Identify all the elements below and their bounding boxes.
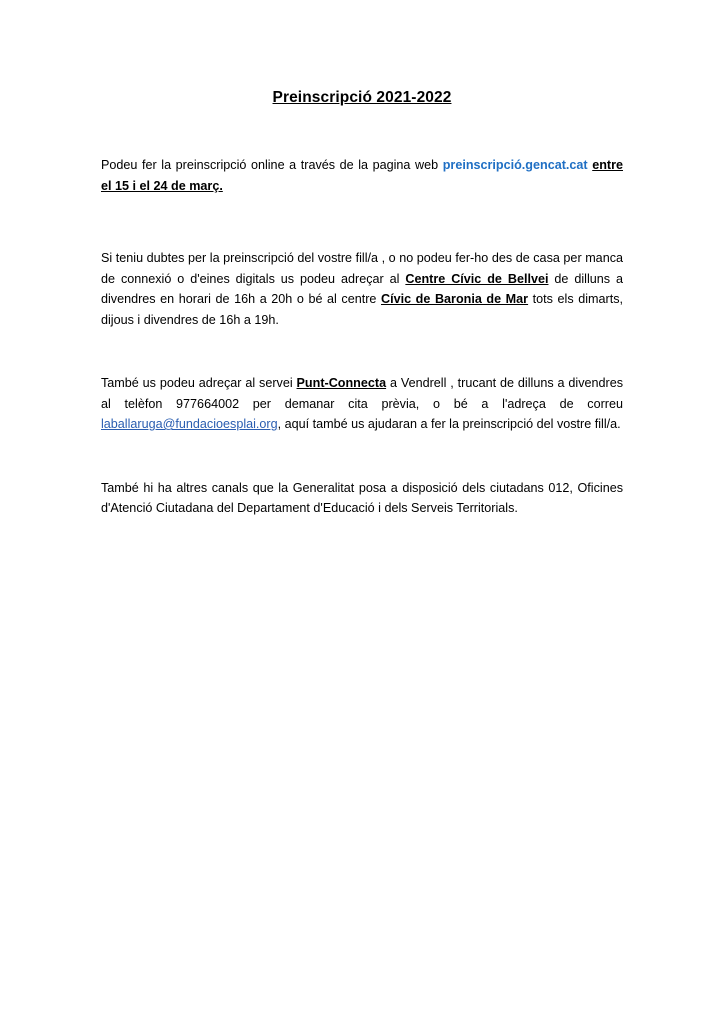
punt-connecta-text-part1: També us podeu adreçar al servei bbox=[101, 376, 297, 390]
dubtes-text-part1: Si teniu dubtes per la preinscripció del vostre fill/a , o no podeu fer-ho des de casa per manca de connexió o d'eines digitals us podeu adreçar al bbox=[101, 251, 623, 286]
paragraph-online-preinscripcio bbox=[101, 155, 623, 196]
paragraph-dubtes bbox=[101, 248, 623, 330]
dubtes-text-part2: de dilluns a divendres en horari de 16h a 20h o bé al centre bbox=[101, 271, 623, 306]
altres-canals-text: També hi ha altres canals que la Generalitat posa a disposició dels ciutadans 012, Oficines d'Atenció Ciutadana del Departament d'Educació i dels Serveis Territorials. bbox=[101, 480, 623, 515]
paragraph-punt-connecta bbox=[101, 373, 623, 435]
email-link[interactable]: laballaruga@fundacioesplai.org bbox=[101, 417, 278, 431]
punt-connecta-text-part2: a Vendrell , trucant de dilluns a divendres al telèfon 977664002 per demanar cita prèvia, o bé a l'adreça de correu bbox=[101, 376, 624, 411]
preinscripcio-gencat-link[interactable]: preinscripció.gencat.cat bbox=[442, 158, 588, 172]
centre-civic-bellvei: Centre Cívic de Bellvei bbox=[405, 271, 549, 286]
paragraph-altres-canals bbox=[101, 478, 623, 519]
punt-connecta-label: Punt-Connecta bbox=[296, 376, 387, 390]
intro-dates-highlight: entre el 15 i el 24 de març. bbox=[101, 158, 623, 193]
page-title: Preinscripció 2021-2022 bbox=[272, 89, 452, 106]
civic-baronia-de-mar: Cívic de Baronia de Mar bbox=[381, 292, 529, 306]
intro-text-part1: Podeu fer la preinscripció online a través de la pagina web bbox=[101, 158, 443, 172]
dubtes-text-part3: tots els dimarts, dijous i divendres de 16h a 19h. bbox=[101, 292, 624, 327]
punt-connecta-text-part3: , aquí també us ajudaran a fer la preinscripció del vostre fill/a. bbox=[277, 417, 621, 431]
